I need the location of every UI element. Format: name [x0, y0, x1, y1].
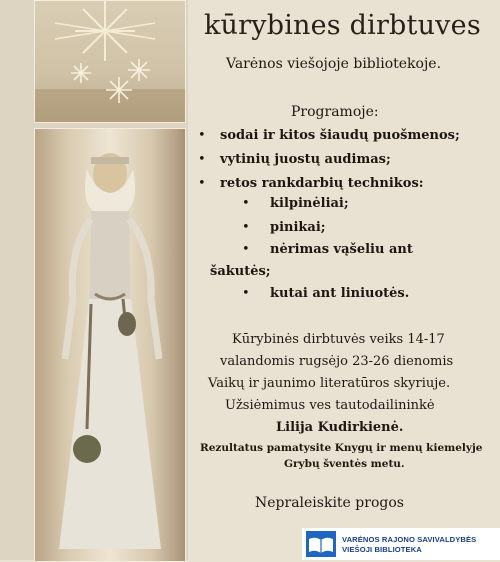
- program-subitem-continuation: šakutės;: [210, 264, 271, 279]
- program-heading: Programoje:: [291, 104, 379, 120]
- bullet-icon: •: [242, 286, 250, 301]
- bullet-icon: •: [242, 242, 250, 257]
- logo-line: VIEŠOJI BIBLIOTEKA: [342, 545, 422, 554]
- info-line: Kūrybinės dirbtuvės veiks 14-17: [232, 332, 445, 347]
- results-line: Grybų šventės metu.: [284, 458, 405, 470]
- closing-line: Nepraleiskite progos: [255, 495, 404, 511]
- straw-ornaments-photo: [34, 0, 186, 123]
- info-line: Užsiėmimus ves tautodailininkė: [225, 398, 435, 413]
- logo-line: VARĖNOS RAJONO SAVIVALDYBĖS: [342, 535, 477, 544]
- doll-photo: [34, 128, 186, 562]
- subtitle: Varėnos viešojoje bibliotekoje.: [226, 56, 442, 72]
- info-line: valandomis rugsėjo 23-26 dienomis: [220, 354, 454, 369]
- program-subitem: pinikai;: [270, 220, 326, 235]
- program-subitem: nėrimas vąšeliu ant: [270, 242, 413, 257]
- instructor-name: Lilija Kudirkienė.: [276, 420, 404, 435]
- info-line: Vaikų ir jaunimo literatūros skyriuje.: [208, 376, 451, 391]
- bullet-icon: •: [198, 176, 206, 191]
- flyer-text: [188, 0, 500, 560]
- program-subitem: kilpinėliai;: [270, 196, 349, 211]
- program-item: vytinių juostų audimas;: [220, 152, 391, 167]
- open-book-icon: [306, 531, 336, 557]
- library-logo: [302, 528, 500, 560]
- program-item: retos rankdarbių technikos:: [220, 176, 424, 191]
- bullet-icon: •: [242, 220, 250, 235]
- straw-ornament-illustration: [35, 1, 185, 122]
- bullet-icon: •: [198, 128, 206, 143]
- results-line: Rezultatus pamatysite Knygų ir menų kiemelyje: [200, 442, 483, 454]
- program-item: sodai ir kitos šiaudų puošmenos;: [220, 128, 460, 143]
- program-subitem: kutai ant liniuotės.: [270, 286, 410, 301]
- bullet-icon: •: [198, 152, 206, 167]
- page-title: kūrybines dirbtuves: [204, 10, 481, 41]
- left-photo-column: [0, 0, 188, 560]
- linen-doll-illustration: [35, 129, 185, 561]
- bullet-icon: •: [242, 196, 250, 211]
